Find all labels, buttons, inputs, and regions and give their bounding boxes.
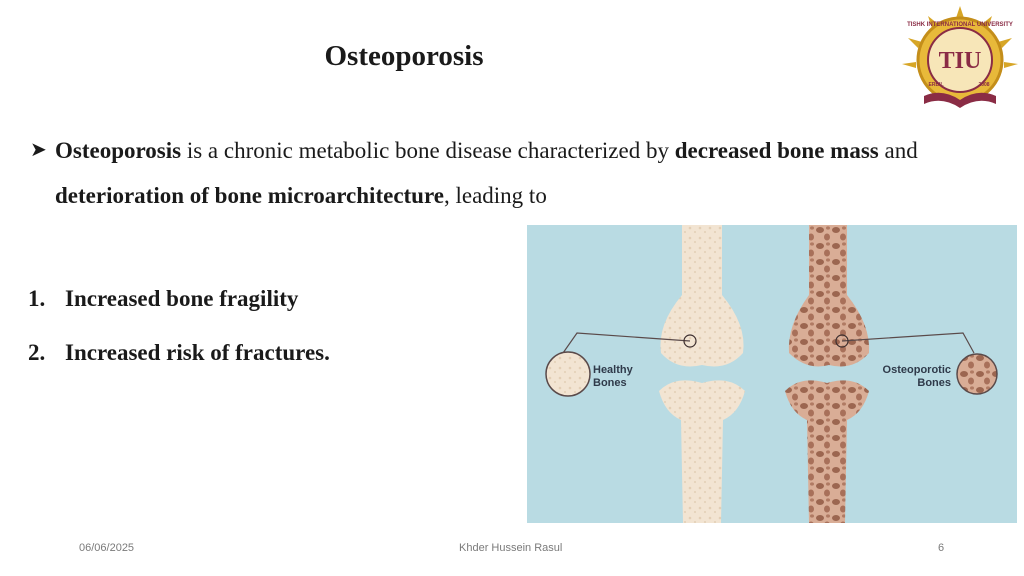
term-deterioration: deterioration of bone microarchitecture <box>55 183 444 208</box>
list-item: 2. Increased risk of fractures. <box>28 340 330 365</box>
bone-comparison-figure <box>527 225 1017 523</box>
definition-text: Osteoporosis is a chronic metabolic bone disease characterized by decreased bone mass and deterioration of bone microarchitecture, leading to <box>55 138 918 208</box>
osteo-label-line2: Bones <box>917 377 951 389</box>
logo-arc-text: TISHK INTERNATIONAL UNIVERSITY <box>907 22 1013 28</box>
footer-date: 06/06/2025 <box>79 542 135 554</box>
page-number: 6 <box>938 542 945 554</box>
term-osteoporosis: Osteoporosis <box>55 138 182 163</box>
healthy-label-line2: Bones <box>593 377 627 389</box>
logo-year: 2008 <box>978 82 990 88</box>
osteo-label-line1: Osteoporotic <box>882 364 951 376</box>
university-logo <box>898 4 1022 112</box>
list-item: 1. Increased bone fragility <box>28 286 299 311</box>
healthy-label-line1: Healthy <box>593 364 633 376</box>
definition-bullet <box>30 128 998 218</box>
logo-initials: TIU <box>938 48 982 74</box>
term-decreased-bone-mass: decreased bone mass <box>674 138 879 163</box>
arrow-bullet-icon: ➤ <box>30 139 47 161</box>
slide-title: Osteoporosis <box>324 40 484 72</box>
consequence-list <box>28 286 330 394</box>
footer-author: Khder Hussein Rasul <box>459 542 563 554</box>
logo-city: ERBIL <box>928 82 944 88</box>
